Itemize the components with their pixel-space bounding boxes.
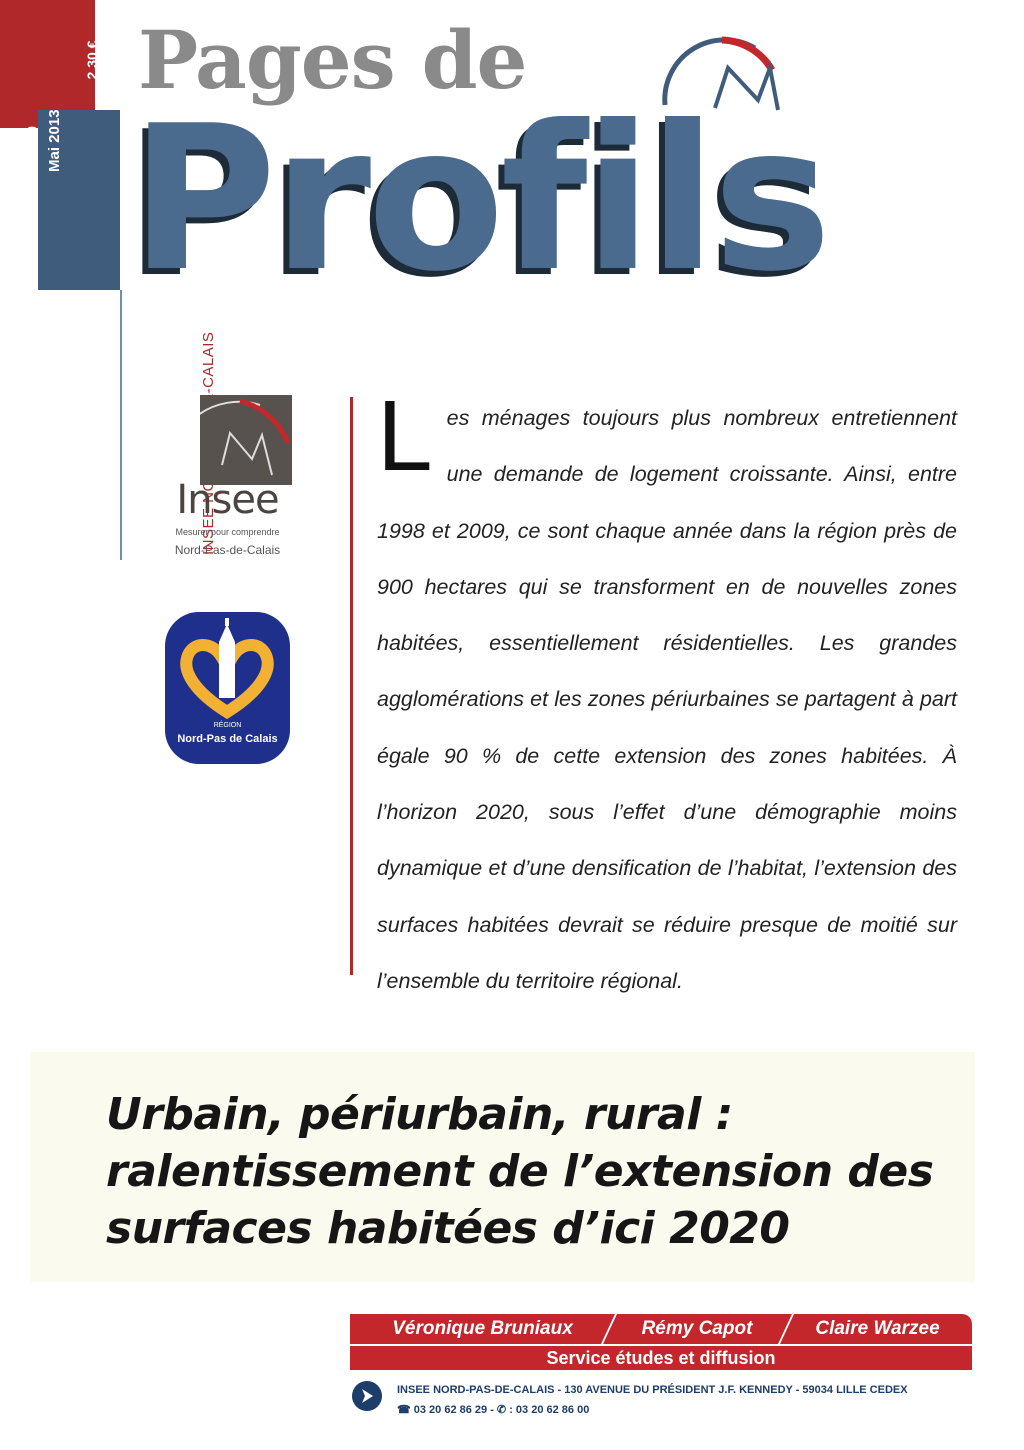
region-logo	[165, 612, 290, 764]
price-label: 2,30 €	[84, 40, 100, 80]
document-title	[106, 1086, 966, 1257]
author-name: Véronique Bruniaux	[392, 1318, 573, 1339]
insee-tagline: Mesurer pour comprendre	[175, 527, 280, 537]
service-bar	[350, 1346, 972, 1370]
region-name: Nord-Pas de Calais	[177, 733, 278, 745]
insee-region: Nord-Pas-de-Calais	[174, 543, 281, 557]
issue-number: N° 130	[24, 125, 41, 172]
arrow-right-icon	[352, 1381, 382, 1411]
title-line-3: surfaces habitées d’ici 2020	[106, 1203, 790, 1254]
intro-paragraph	[377, 380, 957, 1009]
region-small-label: RÉGION	[213, 722, 242, 729]
issue-date: Mai 2013	[46, 109, 63, 172]
masthead-title: Profils	[130, 83, 828, 316]
insee-arc-icon	[660, 30, 780, 115]
insee-logo	[160, 395, 295, 570]
side-rule	[120, 290, 122, 560]
footer-phone: ☎ 03 20 62 86 29 - ✆ : 03 20 62 86 00	[397, 1404, 590, 1416]
intro-rule	[350, 397, 353, 975]
insee-logo-square	[200, 395, 292, 485]
title-line-1: Urbain, périurbain, rural :	[106, 1089, 733, 1140]
heart-belfry-icon	[165, 612, 290, 722]
footer-address: INSEE NORD-PAS-DE-CALAIS - 130 AVENUE DU PRÉSIDENT J.F. KENNEDY - 59034 LILLE CEDEX	[397, 1384, 908, 1396]
title-line-2: ralentissement de l’extension des	[106, 1146, 934, 1197]
intro-body: es ménages toujours plus nombreux entretiennent une demande de logement croissante. Ainsi, entre 1998 et 2009, ce sont chaque année dans la région près de 900 hectares qui se transforment en de nouvelles zones habitées, essentiellement résidentielles. Les grandes agglomérations et les zones périurbaines se partagent à part égale 90 % de cette extension des zones habitées. À l’horizon 2020, sous l’effet d’une démographie moins dynamique et d’une densification de l’habitat, l’extension des surfaces habitées devrait se réduire presque de moitié sur l’ensemble du territoire régional.	[377, 406, 957, 993]
authors-bar	[350, 1314, 972, 1344]
insee-name: Insee	[176, 477, 279, 523]
author-name: Rémy Capot	[641, 1318, 753, 1339]
insee-arc-icon	[200, 395, 292, 485]
author-name: Claire Warzee	[815, 1318, 940, 1339]
service-label: Service études et diffusion	[546, 1348, 776, 1368]
masthead-subtitle: Pages de	[138, 13, 527, 107]
drop-cap: L	[377, 380, 433, 492]
